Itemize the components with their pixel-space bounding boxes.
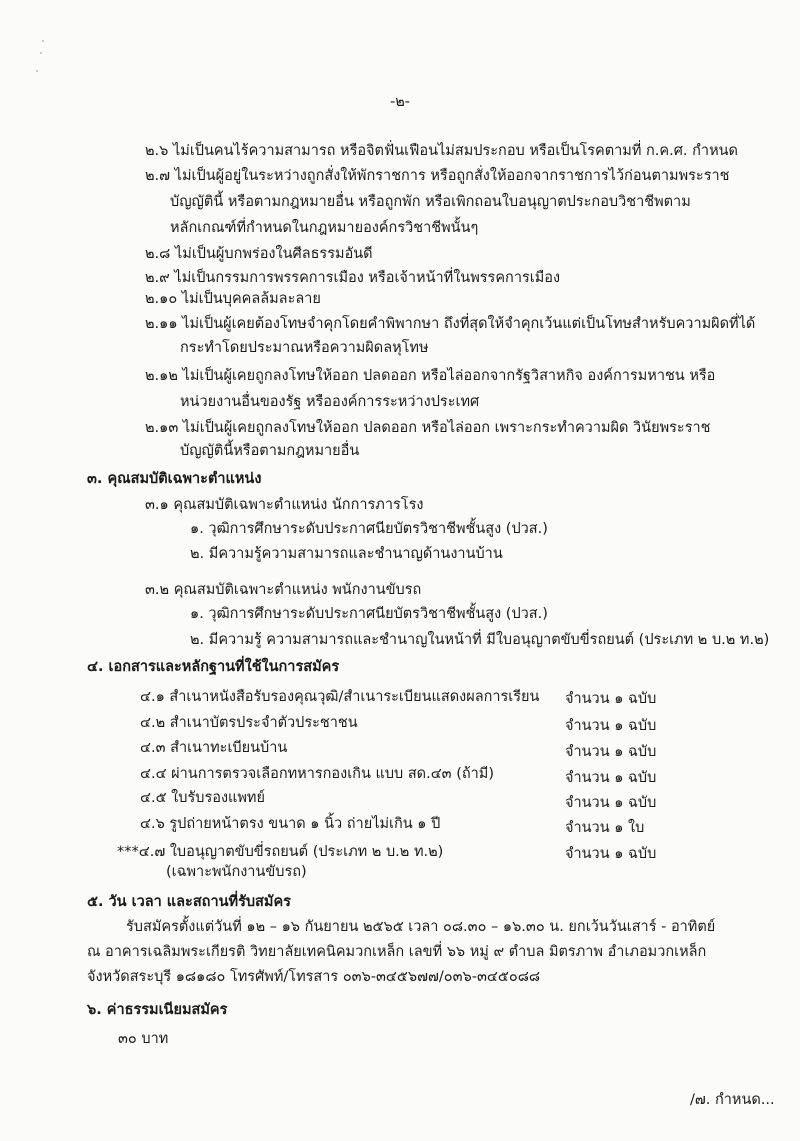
subsection-3-2-item-1: ๑. วุฒิการศึกษาระดับประกาศนียบัตรวิชาชีพชั้นสูง (ปวส.) xyxy=(190,606,548,622)
document-quantity: จำนวน ๑ ฉบับ xyxy=(565,846,657,862)
contact-phone: จังหวัดสระบุรี ๑๘๑๘๐ โทรศัพท์/โทรสาร ๐๓๖-๓๔๕๖๗๗/๐๓๖-๓๔๕๐๘๘ xyxy=(87,969,541,985)
item-2-12: ๒.๑๒ ไม่เป็นผู้เคยถูกลงโทษให้ออก ปลดออก หรือไล่ออกจากรัฐวิสาหกิจ องค์การมหาชน หรือ xyxy=(145,368,716,384)
item-2-10: ๒.๑๐ ไม่เป็นบุคคลล้มละลาย xyxy=(145,291,321,307)
scan-speck xyxy=(42,40,44,42)
application-period: รับสมัครตั้งแต่วันที่ ๑๒ – ๑๖ กันยายน ๒๕๖๕ เวลา ๐๘.๓๐ – ๑๖.๓๐ น. ยกเว้นวันเสาร์ - อาทิตย์ xyxy=(126,919,716,935)
item-2-11-cont: กระทำโดยประมาณหรือความผิดลหุโทษ xyxy=(180,340,429,356)
document-label: ๔.๔ ผ่านการตรวจเลือกทหารกองเกิน แบบ สด.๔๓ (ถ้ามี) xyxy=(140,766,494,782)
item-2-6: ๒.๖ ไม่เป็นคนไร้ความสามารถ หรือจิตฟั่นเฟือนไม่สมประกอบ หรือเป็นโรคตามที่ ก.ค.ศ. กำหนด xyxy=(145,143,738,159)
scan-speck xyxy=(36,70,38,72)
item-2-7-cont-2: หลักเกณฑ์ที่กำหนดในกฎหมายองค์กรวิชาชีพนั้นๆ xyxy=(170,220,479,236)
item-2-9: ๒.๙ ไม่เป็นกรรมการพรรคการเมือง หรือเจ้าหน้าที่ในพรรคการเมือง xyxy=(145,270,561,286)
section-5-heading: ๕. วัน เวลา และสถานที่รับสมัคร xyxy=(87,894,291,910)
application-fee: ๓๐ บาท xyxy=(118,1031,169,1047)
document-label: ๔.๑ สำเนาหนังสือรับรองคุณวุฒิ/สำเนาระเบียนแสดงผลการเรียน xyxy=(140,689,540,705)
document-label: ๔.๖ รูปถ่ายหน้าตรง ขนาด ๑ นิ้ว ถ่ายไม่เกิน ๑ ปี xyxy=(140,816,441,832)
page-number: -๒- xyxy=(389,94,411,110)
document-quantity: จำนวน ๑ ฉบับ xyxy=(565,718,657,734)
section-3-heading: ๓. คุณสมบัติเฉพาะตำแหน่ง xyxy=(87,471,262,487)
document-quantity: จำนวน ๑ ฉบับ xyxy=(565,795,657,811)
subsection-3-1-title: ๓.๑ คุณสมบัติเฉพาะตำแหน่ง นักการภารโรง xyxy=(145,497,424,513)
document-quantity: จำนวน ๑ ใบ xyxy=(565,820,645,836)
section-4-heading: ๔. เอกสารและหลักฐานที่ใช้ในการสมัคร xyxy=(87,659,340,675)
document-quantity: จำนวน ๑ ฉบับ xyxy=(565,770,657,786)
item-2-13: ๒.๑๓ ไม่เป็นผู้เคยถูกลงโทษให้ออก ปลดออก หรือไล่ออก เพราะกระทำความผิด วินัยพระราช xyxy=(145,420,711,436)
subsection-3-2-item-2: ๒. มีความรู้ ความสามารถและชำนาญในหน้าที่ มีใบอนุญาตขับขี่รถยนต์ (ประเภท ๒ บ.๒ ท.๒) xyxy=(190,632,770,648)
subsection-3-2-title: ๓.๒ คุณสมบัติเฉพาะตำแหน่ง พนักงานขับรถ xyxy=(145,582,422,598)
item-2-12-cont: หน่วยงานอื่นของรัฐ หรือองค์การระหว่างประเทศ xyxy=(180,394,480,410)
document-label: ๔.๕ ใบรับรองแพทย์ xyxy=(140,790,265,806)
item-2-8: ๒.๘ ไม่เป็นผู้บกพร่องในศีลธรรมอันดี xyxy=(145,246,373,262)
item-2-7: ๒.๗ ไม่เป็นผู้อยู่ในระหว่างถูกสั่งให้พักราชการ หรือถูกสั่งให้ออกจากราชการไว้ก่อนตามพระราช xyxy=(145,168,730,184)
document-quantity: จำนวน ๑ ฉบับ xyxy=(565,744,657,760)
section-6-heading: ๖. ค่าธรรมเนียมสมัคร xyxy=(87,1002,228,1018)
document-label: ***๔.๗ ใบอนุญาตขับขี่รถยนต์ (ประเภท ๒ บ.๒ ท.๒) xyxy=(117,844,444,860)
scan-speck xyxy=(40,52,42,54)
document-note: (เฉพาะพนักงานขับรถ) xyxy=(166,864,307,880)
application-location: ณ อาคารเฉลิมพระเกียรติ วิทยาลัยเทคนิคมวกเหล็ก เลขที่ ๖๖ หมู่ ๙ ตำบล มิตรภาพ อำเภอมวกเหล็ก xyxy=(87,944,707,960)
subsection-3-1-item-1: ๑. วุฒิการศึกษาระดับประกาศนียบัตรวิชาชีพชั้นสูง (ปวส.) xyxy=(190,521,548,537)
item-2-7-cont-1: บัญญัตินี้ หรือตามกฎหมายอื่น หรือถูกพัก หรือเพิกถอนใบอนุญาตประกอบวิชาชีพตาม xyxy=(170,194,691,210)
subsection-3-1-item-2: ๒. มีความรู้ความสามารถและชำนาญด้านงานบ้าน xyxy=(190,546,503,562)
document-label: ๔.๓ สำเนาทะเบียนบ้าน xyxy=(140,740,288,756)
document-quantity: จำนวน ๑ ฉบับ xyxy=(565,691,657,707)
item-2-13-cont: บัญญัตินี้หรือตามกฎหมายอื่น xyxy=(180,443,360,459)
continuation-marker: /๗. กำหนด... xyxy=(690,1092,775,1108)
document-label: ๔.๒ สำเนาบัตรประจำตัวประชาชน xyxy=(140,715,358,731)
item-2-11: ๒.๑๑ ไม่เป็นผู้เคยต้องโทษจำคุกโดยคำพิพากษา ถึงที่สุดให้จำคุกเว้นแต่เป็นโทษสำหรับความผิดที่ได้ xyxy=(145,316,756,332)
